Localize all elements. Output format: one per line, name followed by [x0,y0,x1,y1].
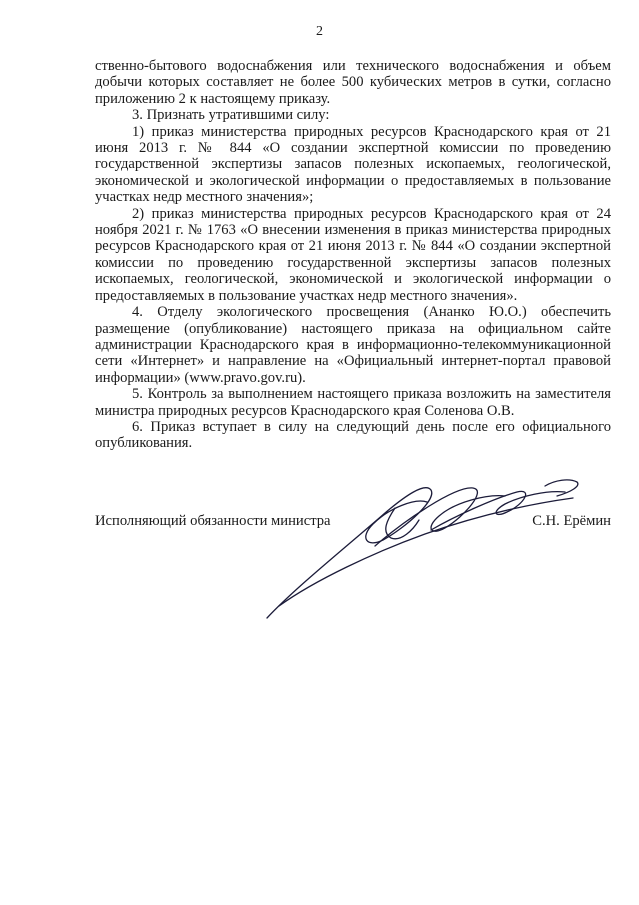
signer-name: С.Н. Ерёмин [532,513,611,529]
paragraph-6: 5. Контроль за выполнением настоящего приказа возложить на заместителя министра природных ресурсов Краснодарского края Соленова О.В. [95,386,611,419]
paragraph-1: ственно-бытового водоснабжения или технического водоснабжения и объем добычи которых составляет не более 500 кубических метров в сутки, согласно приложению 2 к настоящему приказу. [95,58,611,107]
page-number: 2 [316,24,323,39]
handwritten-signature [255,468,585,628]
paragraph-3: 1) приказ министерства природных ресурсов Краснодарского края от 21 июня 2013 г. № 844 «О создании экспертной комиссии по проведению государственной экспертизы запасов полезных ископаемых, геологической, экономической и экологической информации о предоставляемых в пользование участках недр местного значения»; [95,123,611,206]
paragraph-4: 2) приказ министерства природных ресурсов Краснодарского края от 24 ноября 2021 г. № 1763 «О внесении изменения в приказ министерства природных ресурсов Краснодарского края от 21 июня 2013 г. № 844 «О создании экспертной комиссии по проведению государственной экспертизы запасов полезных ископаемых, геологической, экономической и экологической информации о предоставляемых в пользование участках недр местного значения». [95,205,611,304]
paragraph-7: 6. Приказ вступает в силу на следующий день после его официального опубликования. [95,418,611,452]
paragraph-5: 4. Отделу экологического просвещения (Ананко Ю.О.) обеспечить размещение (опубликование) настоящего приказа на официальном сайте администрации Краснодарского края в информационно-телекоммуникационной сети «Интернет» и направление на «Официальный интернет-портал правовой информации» (www.pravo.gov.ru). [95,304,611,386]
signer-title: Исполняющий обязанности министра [95,513,331,529]
document-body [95,58,611,452]
paragraph-2: 3. Признать утратившими силу: [132,107,330,124]
